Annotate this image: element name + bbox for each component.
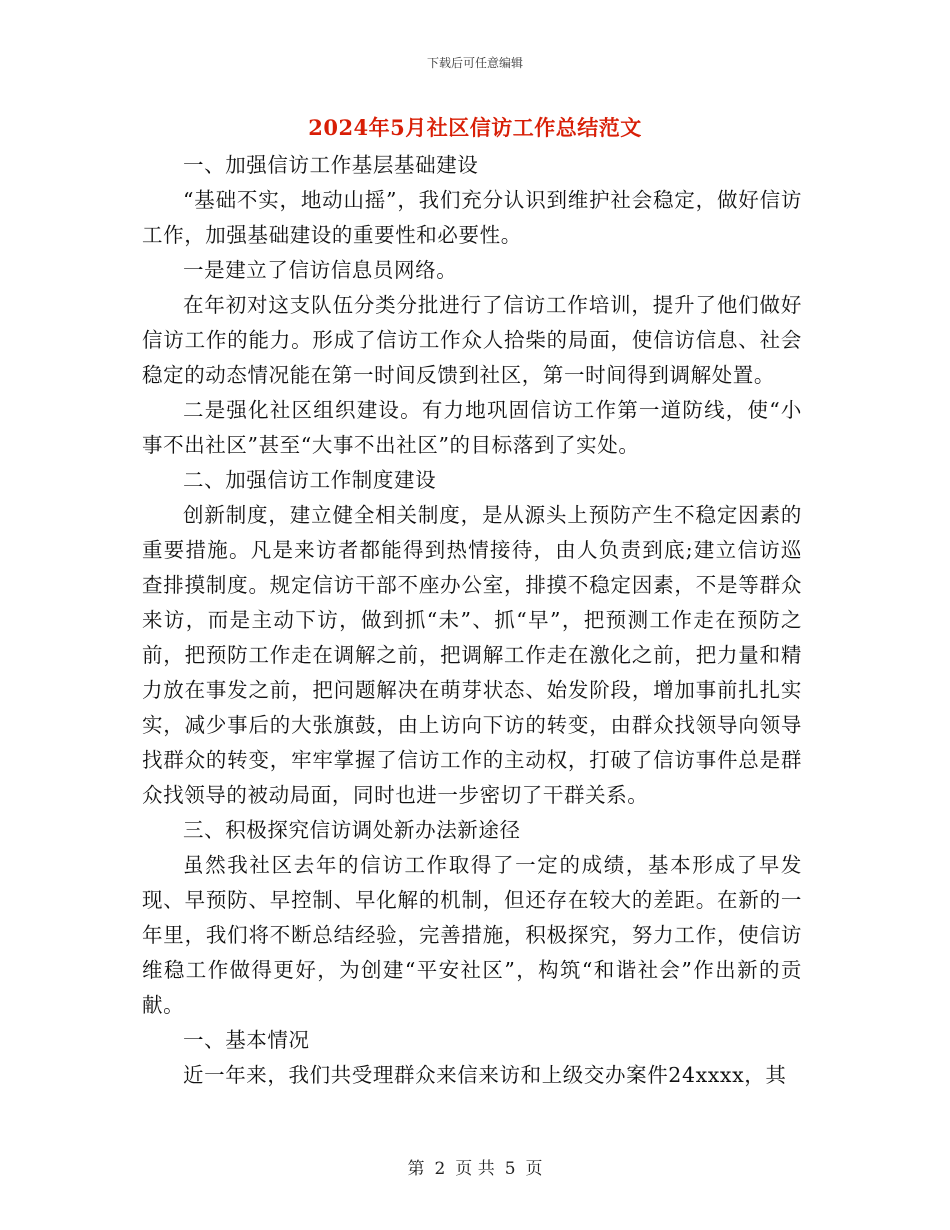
header-note: 下载后可任意编辑	[426, 56, 523, 70]
paragraph: 虽然我社区去年的信访工作取得了一定的成绩，基本形成了早发现、早预防、早控制、早化解的机制，但还存在较大的差距。在新的一年里，我们将不断总结经验，完善措施，积极探究，努力工作，使信访维稳工作做得更好，为创建“平安社区”，构筑“和谐社会”作出新的贡献。	[142, 853, 802, 1017]
document-title: 2024年5月社区信访工作总结范文	[308, 115, 642, 140]
paragraph: 二是强化社区组织建设。有力地巩固信访工作第一道防线，使“小事不出社区”甚至“大事不出社区”的目标落到了实处。	[142, 398, 802, 457]
paragraph: 近一年来，我们共受理群众来信来访和上级交办案件24xxxx，其	[183, 1063, 787, 1087]
paragraph: 一是建立了信访信息员网络。	[183, 258, 458, 282]
footer-total-pages: 5	[504, 1159, 516, 1179]
section-heading: 二、加强信访工作制度建设	[183, 468, 437, 492]
paragraph: 在年初对这支队伍分类分批进行了信访工作培训，提升了他们做好信访工作的能力。形成了信访工作众人拾柴的局面，使信访信息、社会稳定的动态情况能在第一时间反馈到社区，第一时间得到调解处置。	[142, 293, 802, 387]
paragraph: 创新制度，建立健全相关制度，是从源头上预防产生不稳定因素的重要措施。凡是来访者都能得到热情接待，由人负责到底;建立信访巡查排摸制度。规定信访干部不座办公室，排摸不稳定因素，不是等群众来访，而是主动下访，做到抓“未”、抓“早”，把预测工作走在预防之前，把预防工作走在调解之前，把调解工作走在激化之前，把力量和精力放在事发之前，把问题解决在萌芽状态、始发阶段，增加事前扎扎实实，减少事后的大张旗鼓，由上访向下访的转变，由群众找领导向领导找群众的转变，牢牢掌握了信访工作的主动权，打破了信访事件总是群众找领导的被动局面，同时也进一步密切了干群关系。	[142, 503, 802, 807]
section-heading: 三、积极探究信访调处新办法新途径	[183, 818, 521, 842]
document-body	[142, 148, 802, 1093]
footer-suffix: 页	[525, 1159, 543, 1179]
footer-page-number: 2	[434, 1159, 446, 1179]
page-footer	[0, 1154, 950, 1179]
section-heading: 一、加强信访工作基层基础建设	[183, 153, 479, 177]
paragraph: “基础不实，地动山摇”，我们充分认识到维护社会稳定，做好信访工作，加强基础建设的重要性和必要性。	[142, 188, 802, 247]
section-heading: 一、基本情况	[183, 1028, 310, 1052]
footer-middle: 页 共	[455, 1159, 495, 1179]
footer-prefix: 第	[407, 1159, 425, 1179]
